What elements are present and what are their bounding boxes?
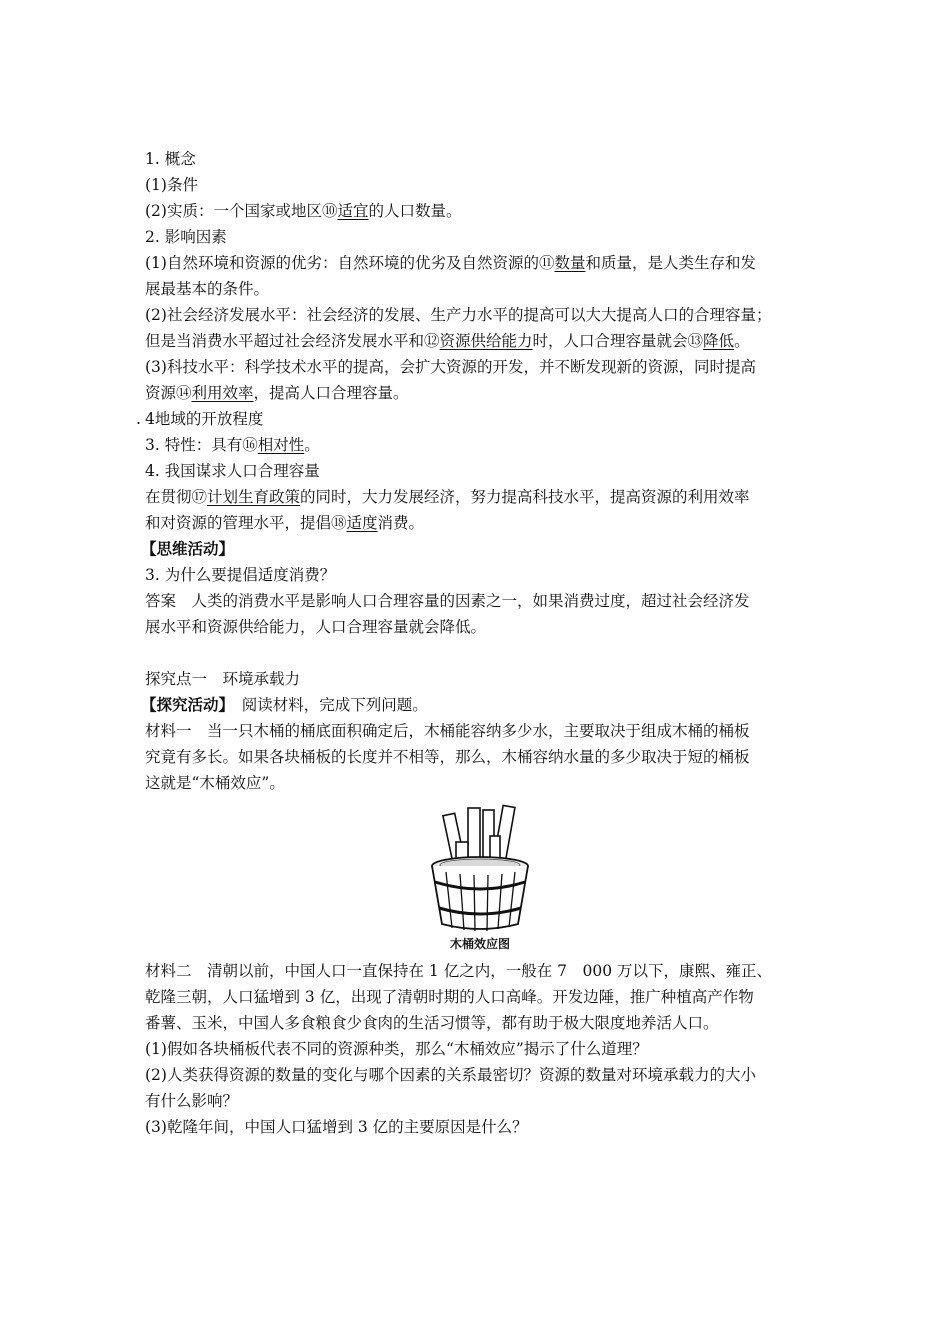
answer-blank: 适宜 [337, 202, 369, 220]
barrel-figure [145, 804, 815, 952]
answer-blank: 利用效率 [191, 384, 254, 402]
thinking-answer: 答案 人类的消费水平是影响人口合理容量的因素之一，如果消费过度，超过社会经济发 [145, 592, 750, 610]
question-3: (3)乾隆年间，中国人口猛增到 3 亿的主要原因是什么？ [145, 1118, 528, 1136]
explore-activity-line: 【探究活动】 阅读材料，完成下列问题。 [141, 695, 428, 714]
section-4-line: 在贯彻⑰计划生育政策的同时，大力发展经济，努力提高科技水平，提高资源的利用效率 [145, 488, 750, 506]
wooden-barrel-illustration [424, 804, 536, 934]
section-2-title: 2. 影响因素 [145, 228, 227, 246]
question-2: (2)人类获得资源的数量的变化与哪个因素的关系最密切？资源的数量对环境承载力的大小 [145, 1066, 756, 1084]
question-1: (1)假如各块桶板代表不同的资源种类，那么“木桶效应”揭示了什么道理？ [145, 1040, 648, 1058]
answer-blank: 计划生育政策 [207, 488, 301, 506]
factor-1-continued: 展最基本的条件。 [145, 280, 270, 298]
material-1-line: 材料一 当一只木桶的桶底面积确定后，木桶能容纳多少水，主要取决于组成木桶的桶板 [145, 722, 750, 740]
factor-2-continued: 但是当消费水平超过社会经济发展水平和⑫资源供给能力时，人口合理容量就会⑬降低。 [145, 332, 750, 350]
explore-point-title: 探究点一 环境承载力 [145, 670, 301, 688]
material-2-line: 材料二 清朝以前，中国人口一直保持在 1 亿之内，一般在 7 000 万以下，康熙、雍正、 [145, 962, 773, 980]
thinking-answer-continued: 展水平和资源供给能力，人口合理容量就会降低。 [145, 618, 487, 636]
material-2-line: 番薯、玉米，中国人多食粮食少食肉的生活习惯等，都有助于极大限度地养活人口。 [145, 1014, 719, 1032]
thinking-question: 3. 为什么要提倡适度消费？ [145, 566, 336, 584]
section-4-title: 4. 我国谋求人口合理容量 [145, 462, 320, 480]
stray-dot: . [136, 410, 141, 428]
section-1-title: 1. 概念 [145, 150, 196, 168]
answer-blank: 数量 [554, 254, 586, 272]
essence-line: (2)实质：一个国家或地区⑩适宜的人口数量。 [145, 202, 462, 220]
section-3-line: 3. 特性：具有⑯相对性。 [145, 436, 320, 454]
answer-blank: 适度 [346, 514, 378, 532]
condition-line: (1)条件 [145, 176, 198, 194]
material-1-line: 这就是“木桶效应”。 [145, 774, 285, 792]
explore-activity-label: 【探究活动】 [141, 695, 235, 714]
document-page [136, 146, 815, 1140]
factor-4-line: . 4地域的开放程度 [145, 406, 815, 432]
section-4-continued: 和对资源的管理水平，提倡⑱适度消费。 [145, 514, 425, 532]
material-2-line: 乾隆三朝，人口猛增到 3 亿，出现了清朝时期的人口高峰。开发边陲，推广种植高产作物 [145, 988, 754, 1006]
answer-blank: 相对性 [257, 436, 305, 454]
factor-3-continued: 资源⑭利用效率，提高人口合理容量。 [145, 384, 409, 402]
answer-blank: 资源供给能力 [439, 332, 533, 350]
answer-blank: 降低 [703, 332, 735, 350]
factor-2-line: (2)社会经济发展水平：社会经济的发展、生产力水平的提高可以大大提高人口的合理容量； [145, 306, 772, 324]
figure-caption: 木桶效应图 [449, 937, 510, 951]
question-2-continued: 有什么影响？ [145, 1092, 239, 1110]
factor-1-line: (1)自然环境和资源的优劣：自然环境的优劣及自然资源的⑪数量和质量，是人类生存和发 [145, 254, 756, 272]
factor-3-line: (3)科技水平：科学技术水平的提高，会扩大资源的开发，并不断发现新的资源，同时提高 [145, 358, 756, 376]
material-1-line: 究竟有多长。如果各块桶板的长度并不相等，那么，木桶容纳水量的多少取决于短的桶板 [145, 748, 750, 766]
thinking-activity-heading: 【思维活动】 [141, 539, 235, 558]
